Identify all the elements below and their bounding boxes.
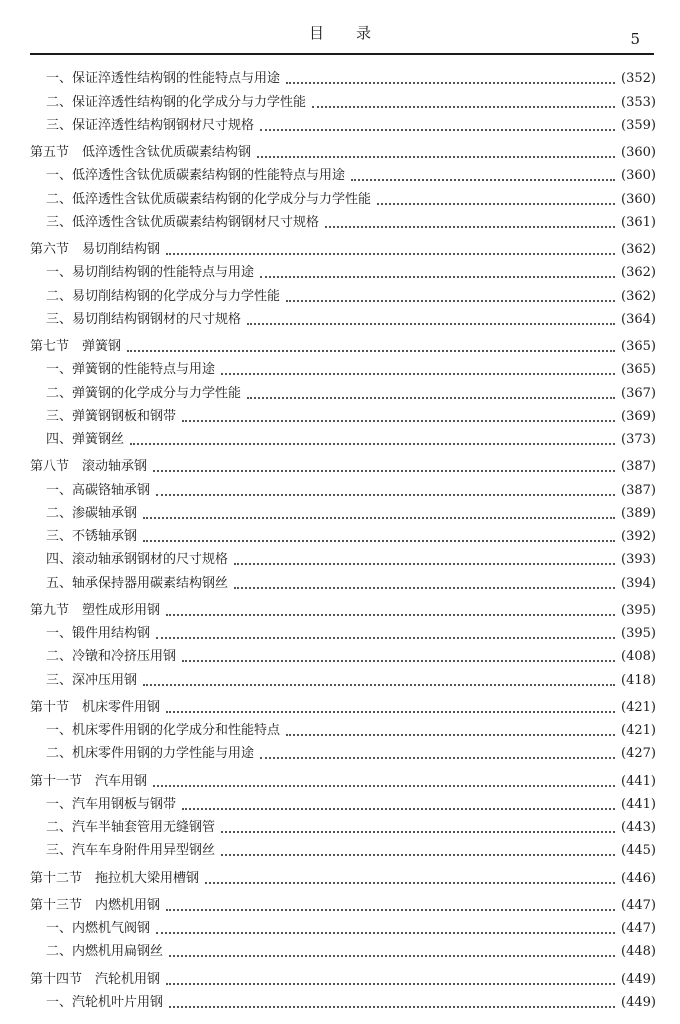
toc-entry-title: 一、内燃机气阀钢 [46,921,151,936]
dot-leader [130,443,615,445]
toc-entry-title: 二、渗碳轴承钢 [46,505,138,521]
toc-item-row[interactable] [30,545,656,568]
toc-page-number: (365) [621,362,656,378]
dot-leader [166,253,615,255]
toc-entry-title: 第十三节 内燃机用钢 [30,897,161,913]
toc-page-number: (364) [621,311,656,327]
toc-page-number: (387) [621,482,656,498]
toc-section-row[interactable] [30,891,656,914]
toc-page-number: (362) [621,242,656,257]
toc-page-number: (392) [621,529,656,544]
toc-page-number: (353) [621,94,656,110]
toc-entry-title: 一、汽轮机叶片用钢 [46,994,164,1010]
toc-page-number: (445) [621,843,656,859]
toc-page-number: (421) [621,699,656,715]
toc-entry-title: 一、锻件用结构钢 [46,626,151,641]
toc-page-number: (449) [621,994,656,1010]
toc-entry-title: 第九节 塑性成形用钢 [30,602,161,618]
toc-page-number: (362) [621,265,656,281]
dot-leader [247,323,615,325]
toc-page-number: (352) [621,71,656,87]
dot-leader [156,637,615,639]
toc-page-number: (389) [621,505,656,521]
toc-entry-title: 二、冷镦和冷挤压用钢 [46,649,177,665]
toc-section-row[interactable] [30,332,656,355]
dot-leader [257,156,615,158]
toc-item-row[interactable] [30,355,656,378]
toc-entry-title: 第五节 低淬透性含钛优质碳素结构钢 [30,145,252,160]
toc-page-number: (408) [621,649,656,665]
dot-leader [260,276,615,278]
toc-item-row[interactable] [30,988,656,1011]
page-header [0,0,680,56]
dot-leader [286,82,615,84]
toc-entry-title: 第十一节 汽车用钢 [30,773,148,789]
toc-item-row[interactable] [30,378,656,401]
toc-item-row[interactable] [30,499,656,522]
toc-section-row[interactable] [30,596,656,619]
dot-leader [166,614,615,616]
toc-entry-title: 第十节 机床零件用钢 [30,699,161,715]
toc-page-number: (443) [621,820,656,835]
toc-page-number: (360) [621,145,656,160]
dot-leader [182,660,615,662]
toc-item-row[interactable] [30,836,656,859]
toc-item-row[interactable] [30,87,656,110]
toc-entry-title: 三、深冲压用钢 [46,672,138,688]
toc-item-row[interactable] [30,937,656,960]
toc-item-row[interactable] [30,522,656,545]
dot-leader [221,831,615,833]
dot-leader [143,517,615,519]
toc-page-number: (365) [621,339,656,354]
table-of-contents [30,64,656,1011]
toc-section-row[interactable] [30,138,656,161]
toc-item-row[interactable] [30,642,656,665]
dot-leader [156,932,615,934]
toc-item-row[interactable] [30,568,656,591]
toc-item-row[interactable] [30,281,656,304]
toc-entry-title: 三、汽车车身附件用异型钢丝 [46,843,216,859]
toc-item-row[interactable] [30,402,656,425]
dot-leader [312,106,615,108]
dot-leader [351,179,615,181]
toc-page-number: (360) [621,168,656,184]
toc-entry-title: 四、滚动轴承钢钢材的尺寸规格 [46,552,229,568]
toc-entry-title: 二、弹簧钢的化学成分与力学性能 [46,385,242,401]
toc-section-row[interactable] [30,452,656,475]
dot-leader [156,494,615,496]
toc-section-row[interactable] [30,693,656,716]
toc-page-number: (418) [621,672,656,688]
toc-item-row[interactable] [30,619,656,642]
toc-page-number: (359) [621,117,656,133]
toc-page-number: (395) [621,602,656,618]
dot-leader [286,300,615,302]
toc-item-row[interactable] [30,258,656,281]
dot-leader [153,470,615,472]
toc-section-row[interactable] [30,235,656,258]
toc-page-number: (421) [621,723,656,738]
toc-entry-title: 一、保证淬透性结构钢的性能特点与用途 [46,71,281,87]
dot-leader [221,854,615,856]
toc-item-row[interactable] [30,161,656,184]
toc-page-number: (427) [621,746,656,762]
toc-section-row[interactable] [30,964,656,987]
toc-item-row[interactable] [30,184,656,207]
toc-item-row[interactable] [30,914,656,937]
toc-entry-title: 二、保证淬透性结构钢的化学成分与力学性能 [46,94,307,110]
dot-leader [143,540,615,542]
toc-page-number: (447) [621,897,656,913]
toc-entry-title: 二、机床零件用钢的力学性能与用途 [46,746,255,762]
toc-entry-title: 一、低淬透性含钛优质碳素结构钢的性能特点与用途 [46,168,346,184]
page-number: 5 [630,30,640,48]
page-title: 目录 [308,24,403,42]
toc-item-row[interactable] [30,64,656,87]
toc-entry-title: 五、轴承保持器用碳素结构钢丝 [46,575,229,591]
toc-page-number: (362) [621,288,656,304]
toc-page-number: (394) [621,575,656,591]
toc-entry-title: 二、内燃机用扁钢丝 [46,944,164,960]
toc-page-number: (448) [621,944,656,960]
dot-leader [260,757,615,759]
toc-entry-title: 二、低淬透性含钛优质碳素结构钢的化学成分与力学性能 [46,191,372,207]
toc-page-number: (361) [621,214,656,230]
dot-leader [377,203,615,205]
toc-entry-title: 一、机床零件用钢的化学成分和性能特点 [46,723,281,738]
toc-entry-title: 一、弹簧钢的性能特点与用途 [46,362,216,378]
dot-leader [234,563,615,565]
toc-entry-title: 三、易切削结构钢钢材的尺寸规格 [46,311,242,327]
toc-entry-title: 二、易切削结构钢的化学成分与力学性能 [46,288,281,304]
dot-leader [169,1006,615,1008]
dot-leader [169,955,615,957]
toc-entry-title: 二、汽车半轴套管用无缝钢管 [46,820,216,835]
toc-item-row[interactable] [30,716,656,739]
toc-entry-title: 第七节 弹簧钢 [30,339,122,354]
toc-entry-title: 第十二节 拖拉机大梁用槽钢 [30,870,200,886]
toc-entry-title: 一、易切削结构钢的性能特点与用途 [46,265,255,281]
toc-entry-title: 三、弹簧钢钢板和钢带 [46,408,177,424]
dot-leader [205,882,615,884]
toc-section-row[interactable] [30,766,656,789]
toc-page-number: (367) [621,385,656,401]
toc-page-number: (387) [621,459,656,475]
dot-leader [234,587,615,589]
toc-item-row[interactable] [30,813,656,836]
toc-item-row[interactable] [30,111,656,134]
toc-page-number: (446) [621,870,656,886]
dot-leader [247,397,615,399]
dot-leader [166,909,615,911]
toc-entry-title: 第十四节 汽轮机用钢 [30,971,161,987]
dot-leader [166,983,615,985]
toc-item-row[interactable] [30,425,656,448]
dot-leader [143,684,615,686]
toc-entry-title: 三、低淬透性含钛优质碳素结构钢钢材尺寸规格 [46,214,320,230]
toc-page-number: (393) [621,552,656,568]
toc-entry-title: 一、高碳铬轴承钢 [46,482,151,498]
dot-leader [127,350,615,352]
dot-leader [153,785,615,787]
toc-entry-title: 一、汽车用钢板与钢带 [46,796,177,812]
toc-entry-title: 第八节 滚动轴承钢 [30,459,148,475]
toc-item-row[interactable] [30,665,656,688]
toc-item-row[interactable] [30,475,656,498]
toc-entry-title: 三、保证淬透性结构钢钢材尺寸规格 [46,117,255,133]
toc-page-number: (449) [621,971,656,987]
dot-leader [325,226,615,228]
toc-item-row[interactable] [30,208,656,231]
dot-leader [221,373,615,375]
toc-page-number: (441) [621,796,656,812]
dot-leader [182,420,615,422]
toc-page-number: (441) [621,773,656,789]
toc-entry-title: 第六节 易切削结构钢 [30,242,161,257]
toc-section-row[interactable] [30,863,656,886]
toc-page-number: (369) [621,408,656,424]
toc-item-row[interactable] [30,305,656,328]
dot-leader [182,808,615,810]
dot-leader [166,711,615,713]
toc-page-number: (360) [621,191,656,207]
dot-leader [286,734,615,736]
toc-entry-title: 四、弹簧钢丝 [46,432,125,447]
toc-item-row[interactable] [30,739,656,762]
header-rule [30,53,654,55]
toc-page-number: (395) [621,626,656,641]
toc-page-number: (447) [621,921,656,936]
toc-page-number: (373) [621,432,656,447]
toc-item-row[interactable] [30,790,656,813]
toc-entry-title: 三、不锈轴承钢 [46,529,138,544]
dot-leader [260,129,615,131]
